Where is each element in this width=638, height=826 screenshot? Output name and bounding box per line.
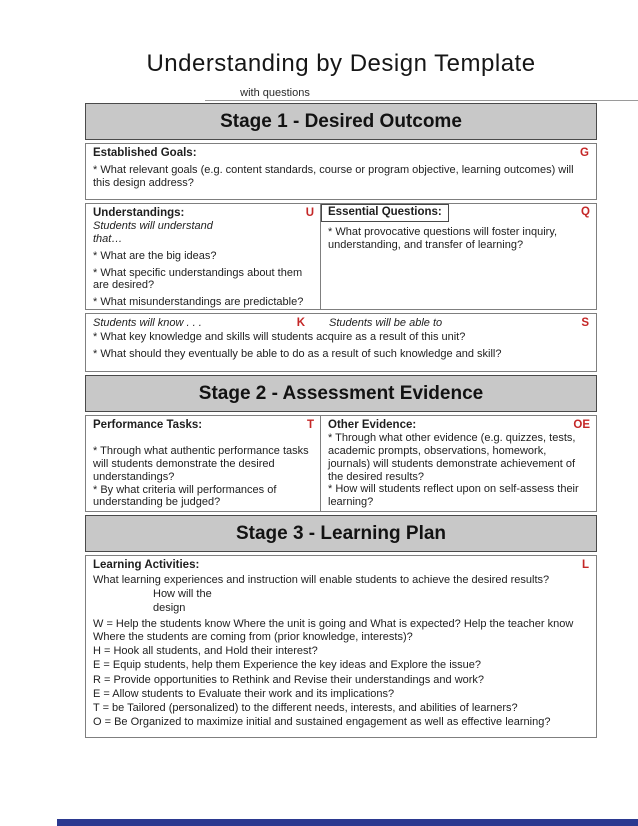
understandings-bullet: * What are the big ideas?: [93, 249, 217, 262]
stage1-header-title: Stage 1 - Desired Outcome: [220, 111, 462, 132]
understandings-bullet: * What specific understandings about them are desired?: [93, 266, 303, 292]
footer-blue-bar: [57, 819, 638, 826]
stage2-header-title: Stage 2 - Assessment Evidence: [198, 383, 484, 404]
learning-activities-heading: Learning Activities:: [93, 559, 200, 571]
other-evidence-bullet: * Through what other evidence (e.g. quizzes, tests, academic prompts, observations, homework, journals) will students demonstrate achievement of the desired results?: [328, 432, 576, 483]
understandings-heading: Understandings:: [93, 207, 185, 219]
understandings-questions-section: [85, 203, 597, 310]
learning-activities-tag-l: L: [581, 559, 589, 571]
students-will-know-heading: Students will know . . .: [93, 317, 202, 329]
learning-activities-section: [85, 555, 597, 738]
whereto-line-t: T = be Tailored (personalized) to the different needs, interests, and abilities of learners?: [93, 702, 518, 715]
whereto-line-h: H = Hook all students, and Hold their interest?: [93, 645, 318, 658]
whereto-line-w: W = Help the students know Where the unit is going and What is expected? Help the teacher know Where the students are coming from (prior knowledge, interests)?: [93, 618, 574, 643]
performance-tasks-bullet: * Through what authentic performance tasks will students demonstrate the desired understandings?: [93, 445, 309, 483]
learning-activities-indent-2: design: [153, 602, 186, 615]
established-goals-question: * What relevant goals (e.g. content standards, course or program objective, learning outcomes) will this design address?: [93, 164, 574, 190]
established-goals-section: [85, 143, 597, 200]
page-subtitle: with questions: [240, 87, 310, 99]
performance-tasks-bullet: * By what criteria will performances of understanding be judged?: [93, 483, 277, 509]
stage1-header-bar: [85, 103, 597, 140]
other-evidence-cell: [321, 416, 596, 511]
stage2-header-bar: [85, 375, 597, 412]
know-question-1: * What key knowledge and skills will students acquire as a result of this unit?: [93, 331, 466, 344]
learning-activities-indent-1: How will the: [153, 588, 212, 601]
whereto-line-e2: E = Allow students to Evaluate their work and its implications?: [93, 687, 395, 700]
other-evidence-heading: Other Evidence:: [328, 419, 417, 431]
understandings-tag-u: U: [305, 207, 314, 219]
performance-tasks-cell: [86, 416, 321, 511]
understandings-lead-1: Students will understand: [93, 220, 213, 233]
assessment-evidence-section: [85, 415, 597, 512]
students-able-heading: Students will be able to: [329, 317, 443, 329]
subtitle-divider: [205, 100, 638, 101]
understandings-lead-2: that…: [93, 233, 123, 246]
other-evidence-tag-oe: OE: [573, 419, 590, 431]
other-evidence-bullet: * How will students reflect upon on self-assess their learning?: [328, 483, 579, 509]
know-question-2: * What should they eventually be able to do as a result of such knowledge and skill?: [93, 348, 502, 361]
performance-tasks-heading: Performance Tasks:: [93, 419, 203, 431]
understandings-cell: [86, 204, 321, 309]
essential-questions-heading: Essential Questions:: [321, 204, 449, 222]
stage3-header-bar: [85, 515, 597, 552]
established-goals-heading: Established Goals:: [93, 147, 197, 159]
learning-activities-intro: What learning experiences and instruction will enable students to achieve the desired results?: [93, 573, 550, 586]
whereto-line-e1: E = Equip students, help them Experience the key ideas and Explore the issue?: [93, 659, 481, 672]
know-tag-k: K: [296, 317, 305, 329]
able-tag-s: S: [581, 317, 589, 329]
whereto-line-r: R = Provide opportunities to Rethink and Revise their understandings and work?: [93, 673, 485, 686]
understandings-bullet: * What misunderstandings are predictable?: [93, 296, 304, 309]
know-able-section: [85, 313, 597, 372]
stage3-header-title: Stage 3 - Learning Plan: [235, 523, 447, 544]
essential-questions-cell: [321, 204, 596, 309]
essential-questions-tag-q: Q: [581, 206, 590, 218]
essential-questions-body: * What provocative questions will foster inquiry, understanding, and transfer of learning?: [328, 226, 558, 252]
goals-tag-g: G: [580, 147, 589, 159]
page-title: Understanding by Design Template: [146, 50, 536, 77]
whereto-line-o: O = Be Organized to maximize initial and sustained engagement as well as effective learning?: [93, 716, 551, 729]
performance-tasks-tag-t: T: [306, 419, 314, 431]
